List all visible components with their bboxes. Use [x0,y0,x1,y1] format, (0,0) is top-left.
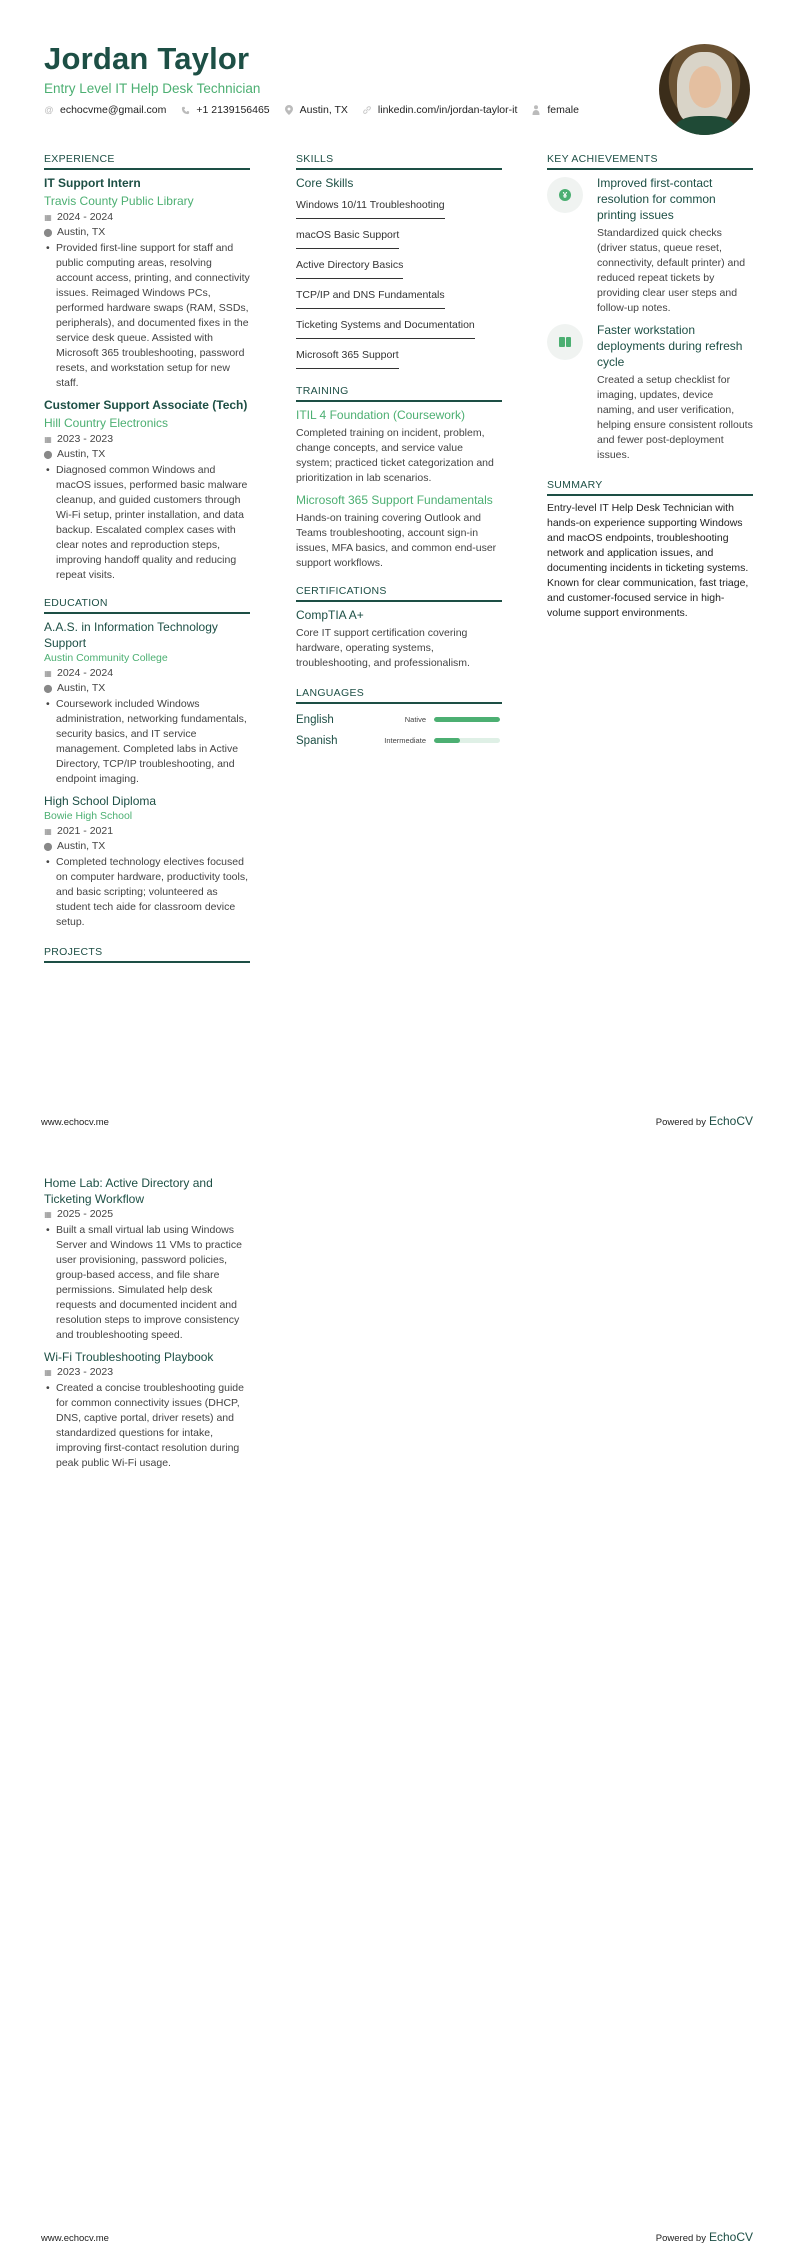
skill-item: Windows 10/11 Troubleshooting [296,198,445,219]
certifications-heading: CERTIFICATIONS [296,585,502,602]
certification-title: CompTIA A+ [296,608,364,622]
page-footer [41,2230,753,2244]
edu-location: ⬤ Austin, TX [43,840,106,852]
education-entry [44,619,250,787]
phone-icon [180,105,190,115]
calendar-icon: ▦ [44,1210,52,1219]
contact-phone[interactable] [180,104,269,116]
contact-phone-text: +1 2139156465 [196,104,270,116]
job-dates: ▦ 2024 - 2024 [44,211,114,223]
achievement-title: Improved first-contact resolution for common printing issues [597,176,716,222]
footer-brand[interactable]: EchoCV [708,2230,753,2244]
location-pin-icon: ⬤ [43,450,53,459]
training-title: ITIL 4 Foundation (Coursework) [296,408,465,422]
edu-dates: ▦ 2021 - 2021 [44,825,114,837]
resume-page-2 [0,1123,794,2246]
language-proficiency-bar [434,738,500,743]
project-name: Wi-Fi Troubleshooting Playbook [44,1350,214,1364]
footer-powered-by: Powered by EchoCV [655,1114,753,1128]
languages-heading: LANGUAGES [296,687,502,704]
language-row [296,730,502,751]
education-entry [44,793,250,930]
skills-heading: SKILLS [296,153,502,170]
edu-description: • Completed technology electives focused on computer hardware, productivity tools, and basic scripting; volunteered as student tech aide for classroom device setup. [46,856,249,928]
job-dates: ▦ 2023 - 2023 [44,433,114,445]
language-level: Native [404,715,426,724]
training-heading: TRAINING [296,385,502,402]
summary-heading: SUMMARY [547,479,753,496]
job-description: • Provided first-line support for staff and public computing areas, resolving account access, printing, and connectivity issues. Reimaged Windows PCs, performed hardware swaps (RAM, SSDs, peripherals), and documented fixes in the service desk queue. Assisted with Microsoft 365 troubleshooting, password resets, and workstation setup for new staff. [46,242,250,389]
footer-brand[interactable]: EchoCV [708,1114,753,1128]
training-description: Completed training on incident, problem, change concepts, and service value system; practiced ticket categorization and prioritization in lab scenarios. [296,427,494,484]
contact-location [284,104,348,116]
calendar-icon: ▦ [44,1368,52,1377]
skill-item: Microsoft 365 Support [296,348,399,369]
skill-group-title: Core Skills [296,176,354,190]
profile-photo [659,44,750,135]
certification-description: Core IT support certification covering hardware, operating systems, troubleshooting, and professionalism. [296,627,470,669]
calendar-icon: ▦ [44,213,52,222]
school: Austin Community College [44,652,168,664]
contact-list [44,104,644,116]
project-description: • Created a concise troubleshooting guide for common connectivity issues (DHCP, DNS, captive portal, driver resets) and standardized questions for intake, improving first-contact resolution during peak public Wi-Fi usage. [46,1382,244,1469]
achievement-item [547,175,753,316]
resume-header [44,40,644,116]
location-pin-icon: ⬤ [43,684,53,693]
contact-email-text: echocvme@gmail.com [60,104,167,116]
location-pin-icon: ⬤ [43,228,53,237]
job-description: • Diagnosed common Windows and macOS issues, performed basic malware cleanup, and guided customers through Wi-Fi setup, printer installation, and data backup. Escalated complex cases with clear notes and reproduction steps, improving handoff quality and reducing repeat visits. [46,464,248,581]
yen-coin-icon: ¥ [547,177,583,213]
summary-text: Entry-level IT Help Desk Technician with hands-on experience supporting Windows and macOS endpoints, troubleshooting network and application issues, and documenting incidents in ticketing systems. Known for clear communication, fast triage, and customer-focused service in high-volume support environments. [547,502,749,619]
achievement-description: Created a setup checklist for imaging, updates, device naming, and user verification, helping ensure consistent rollouts and fewer post-deployment issues. [597,374,753,461]
experience-entry [44,397,250,583]
language-level: Intermediate [384,736,426,745]
project-name: Home Lab: Active Directory and Ticketing Workflow [44,1176,213,1206]
footer-site-link[interactable]: www.echocv.me [41,1117,109,1128]
contact-gender-text: female [547,104,579,116]
middle-column [296,153,502,751]
experience-entry [44,175,250,391]
project-dates: ▦ 2025 - 2025 [44,1208,114,1220]
language-proficiency-bar [434,717,500,722]
training-title: Microsoft 365 Support Fundamentals [296,493,493,507]
skill-item: TCP/IP and DNS Fundamentals [296,288,445,309]
project-entry [44,1175,250,1343]
candidate-name: Jordan Taylor [44,41,250,76]
contact-email[interactable] [44,104,166,116]
skill-item: Ticketing Systems and Documentation [296,318,475,339]
education-heading: EDUCATION [44,597,250,614]
book-icon [547,324,583,360]
left-column [44,153,250,968]
right-column [547,153,753,621]
at-icon: @ [44,105,54,115]
projects-heading: PROJECTS [44,946,250,963]
contact-linkedin[interactable] [362,104,517,116]
edu-location: ⬤ Austin, TX [43,682,106,694]
contact-linkedin-text: linkedin.com/in/jordan-taylor-it [377,104,518,116]
footer-powered-by: Powered by EchoCV [655,2230,753,2244]
edu-dates: ▦ 2024 - 2024 [44,667,114,679]
degree: High School Diploma [44,794,157,808]
training-description: Hands-on training covering Outlook and Teams troubleshooting, account sign-in issues, MFA basics, and common end-user support workflows. [296,512,497,569]
project-entry [44,1349,250,1471]
location-pin-icon [284,105,294,115]
project-description: • Built a small virtual lab using Windows Server and Windows 11 VMs to practice user provisioning, password policies, group-based access, and file share permissions. Simulated help desk requests and documented incident and resolution steps to improve consistency and troubleshooting speed. [46,1224,242,1341]
left-column-continued [44,1175,250,1477]
language-name: Spanish [296,734,338,747]
language-row [296,709,502,730]
calendar-icon: ▦ [44,669,52,678]
footer-site-link[interactable]: www.echocv.me [41,2233,109,2244]
calendar-icon: ▦ [44,827,52,836]
calendar-icon: ▦ [44,435,52,444]
candidate-title: Entry Level IT Help Desk Technician [44,81,261,96]
achievement-title: Faster workstation deployments during refresh cycle [597,323,743,369]
job-role: IT Support Intern [44,176,141,190]
degree: A.A.S. in Information Technology Support [44,620,218,650]
school: Bowie High School [44,810,133,822]
skill-item: Active Directory Basics [296,258,403,279]
job-location: ⬤ Austin, TX [43,448,106,460]
job-location: ⬤ Austin, TX [43,226,106,238]
project-dates: ▦ 2023 - 2023 [44,1366,114,1378]
link-icon [362,105,372,115]
job-company: Travis County Public Library [44,194,194,208]
job-role: Customer Support Associate (Tech) [44,398,248,412]
experience-heading: EXPERIENCE [44,153,250,170]
achievement-item [547,322,753,463]
contact-gender [531,104,579,116]
achievement-description: Standardized quick checks (driver status, queue reset, connectivity, default printer) and reduced repeat tickets by providing clear user steps and follow-up notes. [597,227,746,314]
location-pin-icon: ⬤ [43,842,53,851]
edu-description: • Coursework included Windows administration, networking fundamentals, security basics, and IT service management. Completed labs in Active Directory, TCP/IP troubleshooting, and endpoint imaging. [46,698,247,785]
language-name: English [296,713,334,726]
achievements-heading: KEY ACHIEVEMENTS [547,153,753,170]
person-icon [531,105,541,115]
contact-location-text: Austin, TX [299,104,348,116]
skill-item: macOS Basic Support [296,228,399,249]
job-company: Hill Country Electronics [44,416,169,430]
